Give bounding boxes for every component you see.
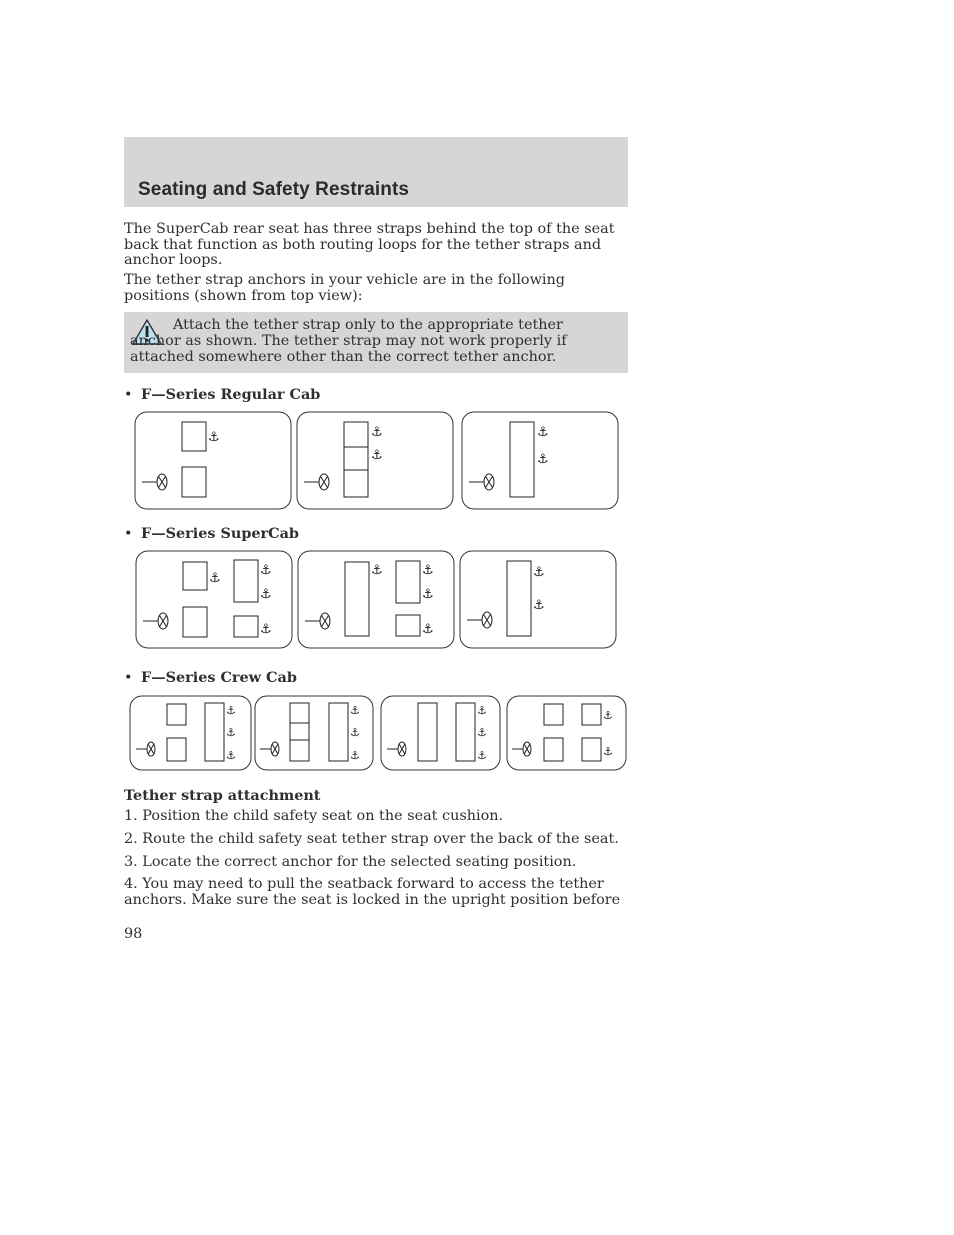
tether-anchor-icon: ⚓ bbox=[537, 425, 549, 440]
tether-anchor-icon: ⚓ bbox=[422, 587, 434, 602]
positions-paragraph: The tether strap anchors in your vehicle are in the following positions (shown from top view): bbox=[124, 272, 565, 304]
seat-outline bbox=[329, 703, 348, 761]
tether-anchor-icon: ⚓ bbox=[260, 587, 272, 602]
tether-anchor-icon: ⚓ bbox=[226, 749, 236, 762]
seat-outline bbox=[344, 447, 368, 470]
tether-anchor-icon: ⚓ bbox=[477, 704, 487, 717]
seat-outline bbox=[182, 422, 206, 451]
seat-outline bbox=[183, 607, 207, 637]
seat-outline bbox=[290, 723, 309, 740]
seat-outline bbox=[396, 615, 420, 636]
tether-anchor-icon: ⚓ bbox=[477, 726, 487, 739]
seat-outline bbox=[290, 740, 309, 761]
seat-outline bbox=[510, 422, 534, 497]
tether-anchor-icon: ⚓ bbox=[477, 749, 487, 762]
section-label: F—Series SuperCab bbox=[141, 525, 299, 542]
seat-outline bbox=[344, 470, 368, 497]
tether-anchor-icon: ⚓ bbox=[208, 430, 220, 445]
tether-anchor-icon: ⚓ bbox=[260, 563, 272, 578]
seat-outline bbox=[183, 562, 207, 590]
bullet-dot: • bbox=[124, 526, 133, 542]
tether-anchor-icon: ⚓ bbox=[371, 448, 383, 463]
tether-anchor-icon: ⚓ bbox=[422, 622, 434, 637]
tether-anchor-icon: ⚓ bbox=[533, 598, 545, 613]
tether-anchor-icon: ⚓ bbox=[226, 726, 236, 739]
warning-text: Attach the tether strap only to the appropriate tether anchor as shown. The tether strap may not work properly if attached somewhere other than the correct tether anchor. bbox=[130, 317, 567, 365]
tether-anchor-icon: ⚓ bbox=[350, 704, 360, 717]
tether-anchor-icon: ⚓ bbox=[533, 565, 545, 580]
seat-outline bbox=[456, 703, 475, 761]
seat-outline bbox=[182, 467, 206, 497]
seat-outline bbox=[544, 704, 563, 725]
tether-anchor-icon: ⚓ bbox=[350, 749, 360, 762]
section-label: F—Series Crew Cab bbox=[141, 669, 297, 686]
seat-outline bbox=[582, 704, 601, 725]
page-title: Seating and Safety Restraints bbox=[138, 179, 410, 200]
seat-outline bbox=[234, 560, 258, 602]
step-4: 4. You may need to pull the seatback forward to access the tether anchors. Make sure the seat is locked in the upright position before bbox=[124, 876, 621, 908]
tether-anchor-icon: ⚓ bbox=[260, 622, 272, 637]
tether-anchor-icon: ⚓ bbox=[422, 563, 434, 578]
seat-outline bbox=[396, 561, 420, 603]
tether-anchor-icon: ⚓ bbox=[226, 704, 236, 717]
seat-outline bbox=[344, 422, 368, 447]
seat-outline bbox=[418, 703, 437, 761]
tether-anchor-icon: ⚓ bbox=[371, 563, 383, 578]
step-2: 2. Route the child safety seat tether strap over the back of the seat. bbox=[124, 831, 619, 847]
step-1: 1. Position the child safety seat on the seat cushion. bbox=[124, 808, 504, 824]
tether-anchor-icon: ⚓ bbox=[603, 709, 613, 722]
tether-anchor-icon: ⚓ bbox=[603, 745, 613, 758]
section-label: F—Series Regular Cab bbox=[141, 386, 321, 403]
seat-outline bbox=[544, 738, 563, 761]
seat-outline bbox=[167, 738, 186, 761]
seat-outline bbox=[582, 738, 601, 761]
seat-outline bbox=[290, 703, 309, 723]
seat-outline bbox=[234, 616, 258, 637]
tether-attachment-heading: Tether strap attachment bbox=[124, 787, 321, 804]
seat-outline bbox=[507, 561, 531, 636]
step-3: 3. Locate the correct anchor for the selected seating position. bbox=[124, 854, 577, 870]
seat-outline bbox=[345, 562, 369, 636]
intro-paragraph: The SuperCab rear seat has three straps behind the top of the seat back that function as both routing loops for the tether straps and anchor loops. bbox=[124, 221, 615, 268]
tether-anchor-icon: ⚓ bbox=[371, 425, 383, 440]
bullet-dot: • bbox=[124, 670, 133, 686]
tether-anchor-icon: ⚓ bbox=[209, 571, 221, 586]
seat-outline bbox=[205, 703, 224, 761]
seating-diagram-panel bbox=[507, 696, 626, 770]
bullet-dot: • bbox=[124, 387, 133, 403]
page-number: 98 bbox=[124, 926, 143, 942]
tether-anchor-icon: ⚓ bbox=[537, 452, 549, 467]
seating-diagram-panel bbox=[135, 412, 291, 509]
tether-anchor-icon: ⚓ bbox=[350, 726, 360, 739]
seat-outline bbox=[167, 704, 186, 725]
